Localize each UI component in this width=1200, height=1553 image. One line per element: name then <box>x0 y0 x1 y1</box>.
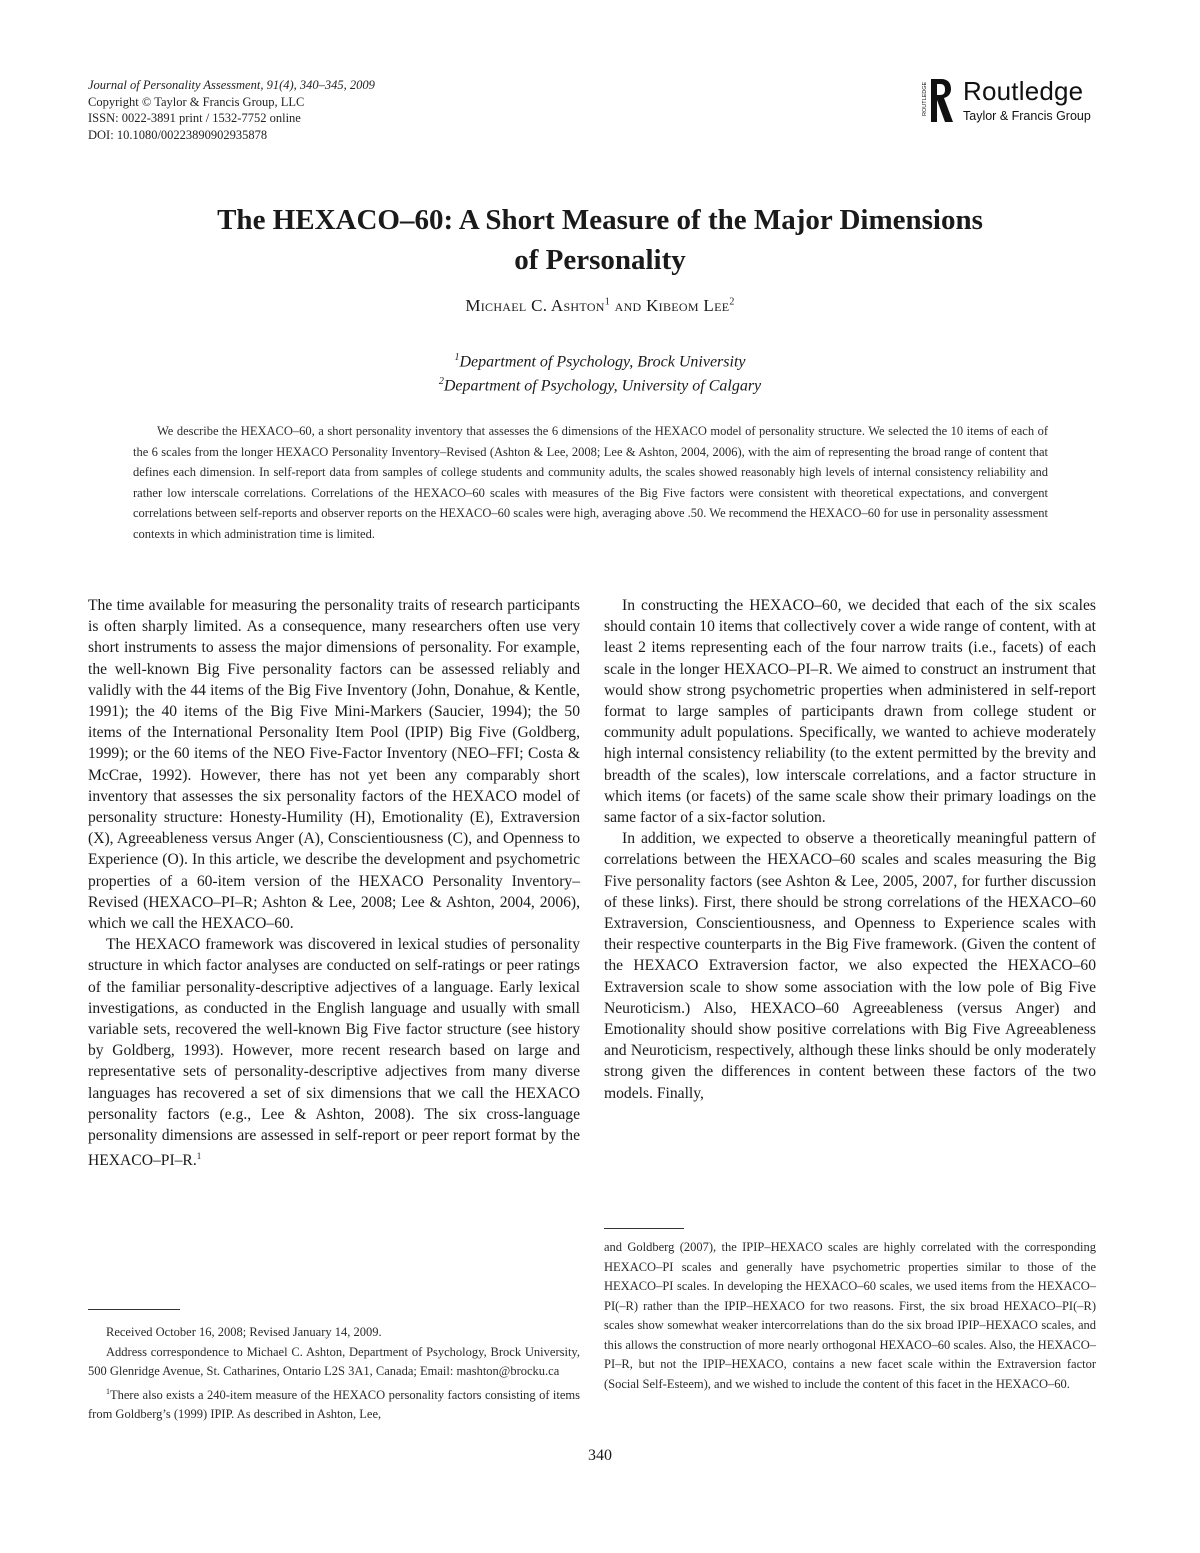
footnote-divider <box>88 1309 180 1310</box>
copyright-line: Copyright © Taylor & Francis Group, LLC <box>88 94 305 109</box>
routledge-r-icon <box>920 76 954 126</box>
correspondence-note: Address correspondence to Michael C. Ashton, Department of Psychology, Brock University, 500 Glenridge Avenue, St. Catharines, Ontario L2S 3A1, Canada; Email: mashton@brocku.ca <box>88 1344 580 1378</box>
body-paragraph: In addition, we expected to observe a theoretically meaningful pattern of correlations between the HEXACO–60 scales and scales measuring the Big Five personality factors (see Ashton & Lee, 2005, 2007, for further discussion of these links). First, there should be strong correlations of the HEXACO–60 Extraversion, Conscientiousness, and Openness to Experience scales with their respective counterparts in the Big Five framework. (Given the content of the HEXACO Extraversion factor, we also expected the HEXACO–60 Extraversion scale to show some association with the low pole of Big Five Neuroticism.) Also, HEXACO–60 Agreeableness (versus Anger) and Emotionality should show positive correlations with Big Five Agreeableness and Neuroticism, respectively, although these links should be only moderately strong given the differences in content between these factors of the two models. Finally, <box>604 830 1096 1102</box>
body-paragraph-text: The HEXACO framework was discovered in lexical studies of personality structure in which factor analyses are conducted on self-ratings or peer ratings of the familiar personality-descriptive adjectives of a language. Early lexical investigations, as conducted in the English language and usually with small variable sets, recovered the well-known Big Five factor structure (see history by Goldberg, 1993). However, more recent research based on large and representative sets of personality-descriptive adjectives from many diverse languages has recovered a set of six dimensions that we call the HEXACO personality factors (e.g., Lee & Ashton, 2008). The six cross-language personality dimensions are assessed in self-report or peer report format by the HEXACO–PI–R. <box>88 936 580 1170</box>
body-paragraph: The time available for measuring the personality traits of research participants is often sharply limited. As a consequence, many researchers often use very short instruments to assess the major dimensions of personality. For example, the well-known Big Five personality factors can be assessed reliably and validly with the 44 items of the Big Five Inventory (John, Donahue, & Kentle, 1991); the 40 items of the Big Five Mini-Markers (Saucier, 1994); the 50 items of the International Personality Item Pool (IPIP) Big Five (Goldberg, 1999); or the 60 items of the NEO Five-Factor Inventory (NEO–FFI; Costa & McCrae, 1992). However, there has not yet been any comparably short inventory that assesses the six personality factors of the HEXACO model of personality structure: Honesty-Humility (H), Emotionality (E), Extraversion (X), Agreeableness versus Anger (A), Conscientiousness (C), and Openness to Experience (O). In this article, we describe the development and psychometric properties of a 60-item version of the HEXACO Personality Inventory–Revised (HEXACO–PI–R; Ashton & Lee, 2008; Lee & Ashton, 2004, 2006), which we call the HEXACO–60. <box>88 597 580 933</box>
footnote-1 <box>88 1382 580 1425</box>
page-number: 340 <box>588 1447 612 1464</box>
title-line-2: of Personality <box>514 244 686 276</box>
affiliation-1-marker: 1 <box>454 352 460 363</box>
affiliation-2-text: Department of Psychology, University of Calgary <box>443 377 762 395</box>
author-1: Michael C. Ashton <box>465 296 605 315</box>
author-conjunction: and <box>614 296 642 315</box>
abstract: We describe the HEXACO–60, a short personality inventory that assesses the 6 dimensions of the HEXACO model of personality structure. We selected the 10 items of each of the 6 scales from the longer HEXACO Personality Inventory–Revised (Ashton & Lee, 2008; Lee & Ashton, 2004, 2006), with the aim of representing the broad range of content that defines each dimension. In self-report data from samples of college students and community adults, the scales showed reasonably high levels of internal consistency reliability and rather low interscale correlations. Correlations of the HEXACO–60 scales with measures of the Big Five factors were consistent with theoretical expectations, and convergent correlations between self-reports and observer reports on the HEXACO–60 scales were high, averaging above .50. We recommend the HEXACO–60 for use in personality assessment contexts in which administration time is limited. <box>133 424 1048 541</box>
affiliation-1 <box>100 348 1100 372</box>
footnotes-left <box>88 1323 580 1425</box>
author-2: Kibeom Lee <box>646 296 730 315</box>
routledge-logo <box>920 76 1110 126</box>
author-line <box>100 296 1100 316</box>
body-column-right <box>604 595 1096 1104</box>
footnote-1-marker: 1 <box>106 1386 110 1396</box>
affiliation-2 <box>100 372 1100 396</box>
footnote-divider <box>604 1228 684 1229</box>
affiliations <box>100 348 1100 397</box>
footnote-1-continued: and Goldberg (2007), the IPIP–HEXACO scales are highly correlated with the corresponding HEXACO–PI scales and generally have psychometric properties similar to those of the HEXACO–PI scales. In developing the HEXACO–60 scales, we used items from the HEXACO–PI(–R) rather than the IPIP–HEXACO for two reasons. First, the six broad HEXACO–PI(–R) scales show somewhat weaker intercorrelations than do the six broad IPIP–HEXACO scales, and this allows the construction of more nearly orthogonal HEXACO–60 scales. Also, the HEXACO–PI–R, but not the IPIP–HEXACO, contains a new facet scale within the Extraversion factor (Social Self-Esteem), and we wished to include the content of this facet in the HEXACO–60. <box>604 1240 1096 1391</box>
body-column-left <box>88 595 580 1172</box>
issn-line: ISSN: 0022-3891 print / 1532-7752 online <box>88 111 301 125</box>
publisher-brand: Routledge <box>963 76 1084 106</box>
article-title <box>100 200 1100 280</box>
author-2-affil-marker: 2 <box>729 296 735 308</box>
footnote-1-text: There also exists a 240-item measure of the HEXACO personality factors consisting of items from Goldberg’s (1999) IPIP. As described in Ashton, Lee, <box>88 1387 580 1422</box>
journal-citation: Journal of Personality Assessment, 91(4), 340–345, 2009 <box>88 78 375 92</box>
journal-header <box>88 77 375 143</box>
footnote-marker: 1 <box>196 1151 202 1162</box>
received-note: Received October 16, 2008; Revised January 14, 2009. <box>106 1325 382 1339</box>
footnotes-right <box>604 1238 1096 1394</box>
affiliation-1-text: Department of Psychology, Brock University <box>459 353 746 371</box>
title-line-1: The HEXACO–60: A Short Measure of the Major Dimensions <box>217 204 983 236</box>
routledge-vertical-wordmark: ROUTLEDGE <box>922 81 928 116</box>
publisher-group: Taylor & Francis Group <box>963 109 1091 123</box>
author-1-affil-marker: 1 <box>604 296 611 308</box>
body-paragraph <box>88 934 580 1171</box>
affiliation-2-marker: 2 <box>438 376 444 388</box>
doi-line: DOI: 10.1080/00223890902935878 <box>88 127 268 142</box>
body-paragraph: In constructing the HEXACO–60, we decided that each of the six scales should contain 10 items that collectively cover a wide range of content, with at least 2 items representing each of the four narrow traits (i.e., facets) of each scale in the longer HEXACO–PI–R. We aimed to construct an instrument that would show strong psychometric properties when administered in self-report format to large samples of participants drawn from college student or community adult populations. Specifically, we wanted to achieve moderately high internal consistency reliability (to the extent permitted by the brevity and breadth of the scales), low interscale correlations, and a factor structure in which items (or facets) of the same scale show their primary loadings on the same factor of a six-factor solution. <box>604 597 1096 827</box>
